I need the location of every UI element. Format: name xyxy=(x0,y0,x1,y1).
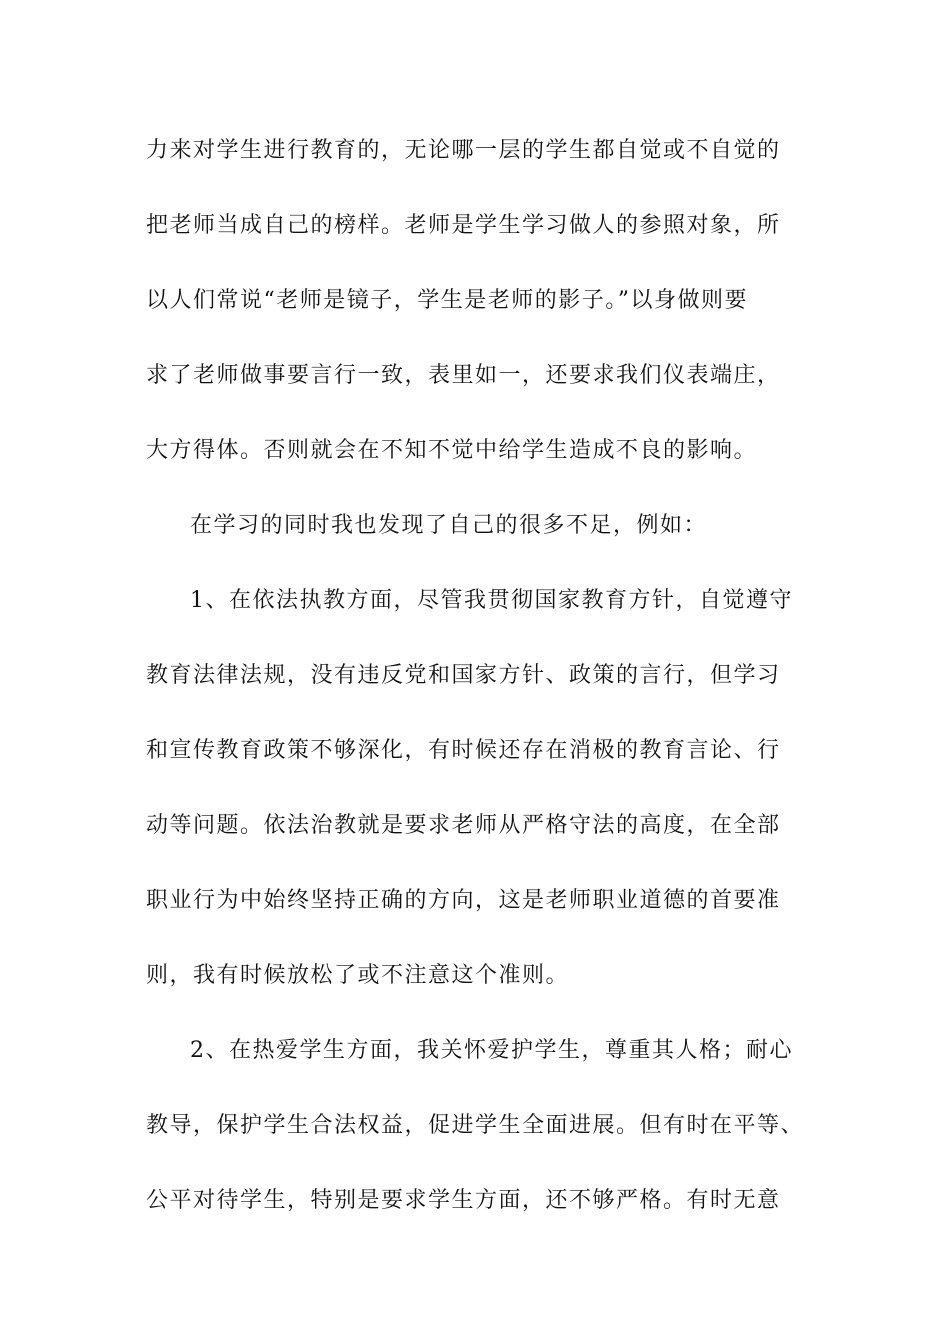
text-line: 教导，保护学生合法权益，促进学生全面进展。但有时在平等、 xyxy=(146,1113,805,1138)
paragraph-first-line: 在学习的同时我也发现了自己的很多不足，例如： xyxy=(190,513,708,538)
text-line: 教育法律法规，没有违反党和国家方针、政策的言行，但学习 xyxy=(146,663,781,688)
text-line: 动等问题。依法治教就是要求老师从严格守法的高度，在全部 xyxy=(146,813,781,838)
text-line: 则，我有时候放松了或不注意这个准则。 xyxy=(146,963,570,988)
text-line: 以人们常说“老师是镜子，学生是老师的影子。”以身做则要 xyxy=(146,288,748,313)
list-item-2-first-line: 2、在热爱学生方面，我关怀爱护学生，尊重其人格；耐心 xyxy=(190,1038,793,1063)
text-line: 和宣传教育政策不够深化，有时候还存在消极的教育言论、行 xyxy=(146,738,781,763)
text-line: 公平对待学生，特别是要求学生方面，还不够严格。有时无意 xyxy=(146,1188,781,1213)
text-line: 大方得体。否则就会在不知不觉中给学生造成不良的影响。 xyxy=(146,438,758,463)
text-line: 职业行为中始终坚持正确的方向，这是老师职业道德的首要准 xyxy=(146,888,781,913)
text-line: 把老师当成自己的榜样。老师是学生学习做人的参照对象，所 xyxy=(146,213,781,238)
text-line: 力来对学生进行教育的，无论哪一层的学生都自觉或不自觉的 xyxy=(146,138,781,163)
list-item-1-first-line: 1、在依法执教方面，尽管我贯彻国家教育方针，自觉遵守 xyxy=(190,588,793,613)
text-line: 求了老师做事要言行一致，表里如一，还要求我们仪表端庄， xyxy=(146,363,781,388)
